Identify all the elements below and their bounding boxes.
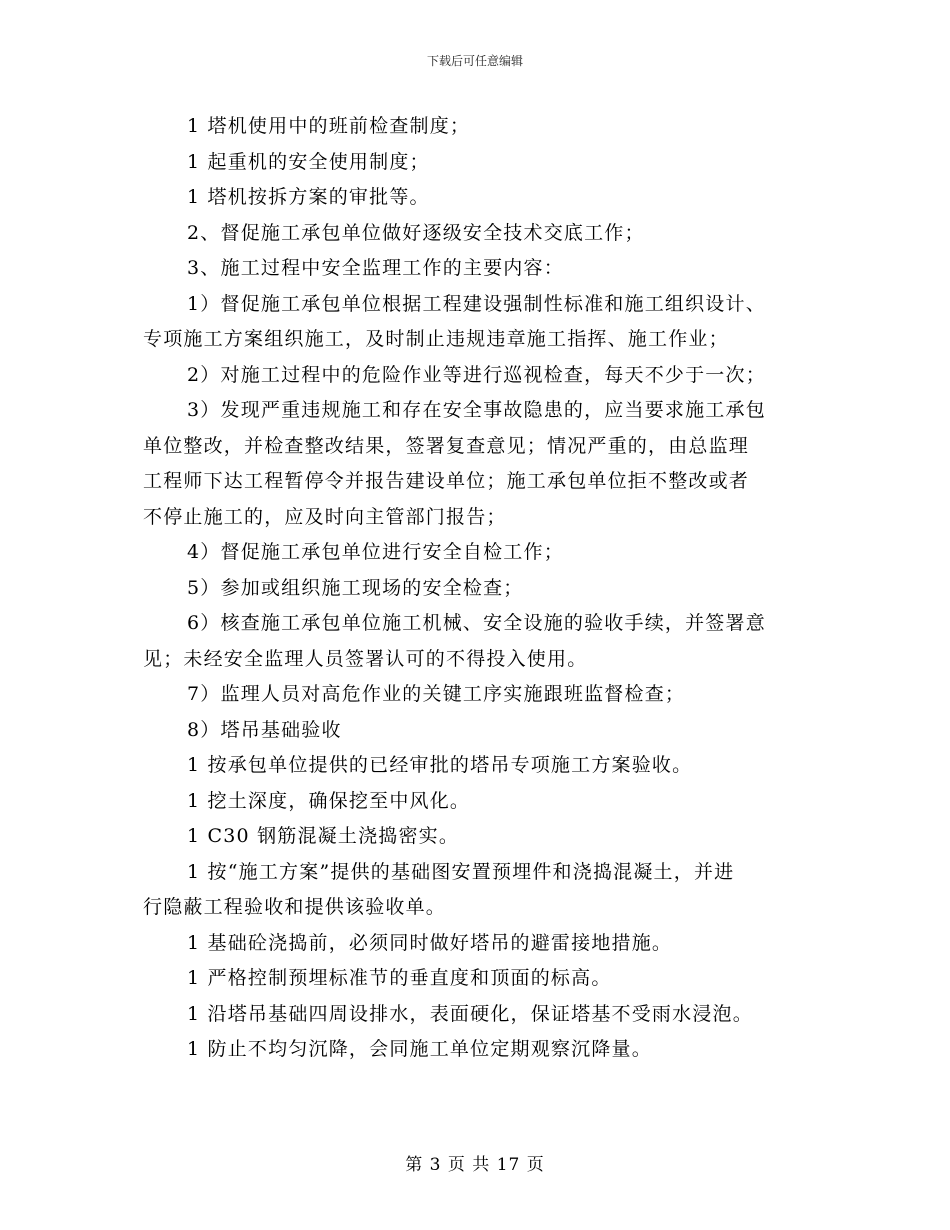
text-line: 1）督促施工承包单位根据工程建设强制性标准和施工组织设计、 [187, 292, 766, 315]
text-line: 见；未经安全监理人员签署认可的不得投入使用。 [143, 647, 588, 670]
text-line: 2、督促施工承包单位做好逐级安全技术交底工作； [187, 221, 645, 244]
text-line: 1 挖土深度，确保挖至中风化。 [187, 789, 471, 812]
text-line: 专项施工方案组织施工，及时制止违规违章施工指挥、施工作业； [143, 328, 729, 350]
text-line: 单位整改，并检查整改结果，签署复查意见；情况严重的，由总监理 [143, 434, 750, 457]
text-line: 1 按承包单位提供的已经审批的塔吊专项施工方案验收。 [187, 754, 693, 776]
text-line: 8）塔吊基础验收 [187, 718, 342, 741]
page-footer: 第 3 页 共 17 页 [405, 1155, 545, 1175]
text-line: 1 塔机使用中的班前检查制度； [187, 115, 471, 137]
text-line: 工程师下达工程暂停令并报告建设单位；施工承包单位拒不整改或者 [143, 470, 750, 492]
text-line: 1 塔机按拆方案的审批等。 [187, 186, 430, 208]
text-line: 行隐蔽工程验收和提供该验收单。 [143, 896, 447, 918]
text-line: 不停止施工的，应及时向主管部门报告； [143, 505, 507, 528]
text-line: 2）对施工过程中的危险作业等进行巡视检查，每天不少于一次； [187, 363, 766, 386]
text-line: 3、施工过程中安全监理工作的主要内容： [187, 257, 564, 279]
text-line: 1 基础砼浇捣前，必须同时做好塔吊的避雷接地措施。 [187, 931, 673, 954]
text-line: 7）监理人员对高危作业的关键工序实施跟班监督检查； [187, 683, 686, 705]
text-line: 1 C30 钢筋混凝土浇捣密实。 [187, 825, 460, 847]
text-line: 1 严格控制预埋标准节的垂直度和顶面的标高。 [187, 967, 612, 989]
page-header: 下载后可任意编辑 [426, 54, 523, 68]
text-line: 4）督促施工承包单位进行安全自检工作； [187, 541, 564, 563]
text-line: 1 起重机的安全使用制度； [187, 150, 430, 173]
text-line: 1 防止不均匀沉降，会同施工单位定期观察沉降量。 [187, 1038, 652, 1060]
text-line: 1 按“施工方案”提供的基础图安置预埋件和浇捣混凝土，并进 [187, 860, 735, 883]
text-line: 3）发现严重违规施工和存在安全事故隐患的，应当要求施工承包 [187, 399, 766, 421]
text-line: 6）核查施工承包单位施工机械、安全设施的验收手续，并签署意 [187, 612, 766, 634]
document-body [143, 109, 813, 1068]
text-line: 1 沿塔吊基础四周设排水，表面硬化，保证塔基不受雨水浸泡。 [187, 1002, 753, 1025]
text-line: 5）参加或组织施工现场的安全检查； [187, 576, 524, 599]
